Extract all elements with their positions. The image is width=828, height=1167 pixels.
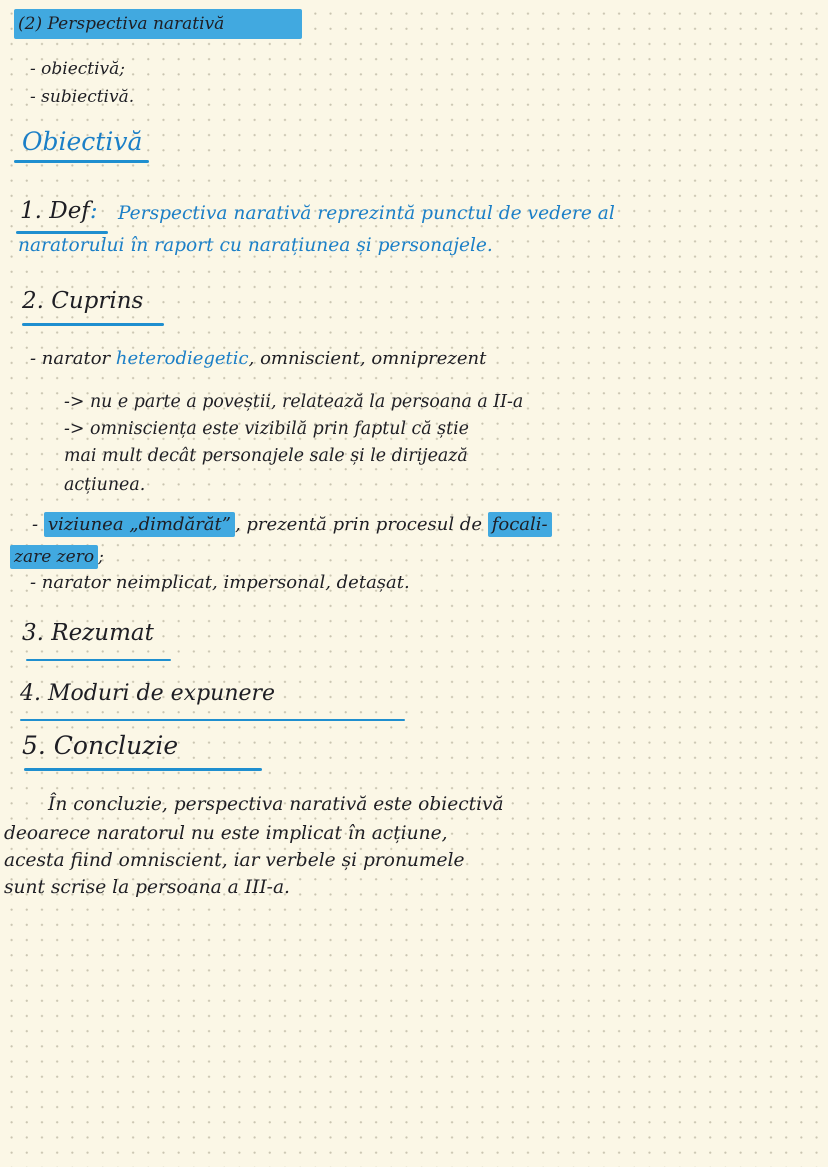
viziune-end: ; (98, 547, 104, 567)
def-text-line: naratorului în raport cu narațiunea și personajele. (18, 235, 493, 256)
title-number: (2) (18, 14, 43, 34)
viziune-mid: , prezentă prin procesul de (234, 514, 488, 535)
concluzie-text-line: În concluzie, perspectiva narativă este obiectivă (48, 794, 504, 815)
def-colon: : (89, 198, 98, 224)
arrow-note: -> nu e parte a poveștii, relatează la persoana a II-a (64, 392, 524, 412)
intro-list-item: - subiectivă. (30, 87, 135, 107)
viziune-line-cont (10, 547, 104, 567)
intro-list-item: - obiectivă; (30, 59, 126, 79)
concluzie-text-line: deoarece naratorul nu este implicat în acțiune, (4, 823, 448, 844)
def-text-line: Perspectiva narativă reprezintă punctul de vedere al (118, 203, 615, 224)
viziune-prefix: - (32, 514, 44, 535)
def-label: 1. Def (20, 198, 90, 224)
concluzie-underline (24, 768, 262, 771)
arrow-note-cont: mai mult decât personajele sale și le dirijează (64, 446, 468, 466)
viziune-line (32, 514, 552, 535)
def-heading (20, 198, 98, 224)
section-heading: Obiectivă (22, 127, 143, 156)
focalizare-highlight: focali- (488, 512, 552, 537)
rezumat-heading: 3. Rezumat (22, 620, 154, 646)
narator-line (30, 348, 486, 369)
page-title (14, 9, 302, 39)
arrow-note-cont: acțiunea. (64, 475, 146, 495)
narator-traits: , omniscient, omniprezent (248, 348, 487, 369)
moduri-heading: 4. Moduri de expunere (20, 681, 276, 706)
concluzie-heading: 5. Concluzie (22, 731, 179, 760)
moduri-underline (20, 719, 405, 721)
rezumat-underline (26, 659, 171, 661)
cuprins-heading: 2. Cuprins (22, 288, 144, 314)
concluzie-text-line: sunt scrise la persoana a III-a. (4, 877, 290, 898)
focalizare-zero-highlight: zare zero (10, 545, 98, 569)
narator-type: heterodiegetic (115, 348, 249, 369)
def-underline (16, 231, 108, 234)
cuprins-underline (22, 323, 164, 326)
concluzie-text-line: acesta fiind omniscient, iar verbele și pronumele (4, 850, 465, 871)
title-text: Perspectiva narativă (47, 14, 225, 34)
heading-underline (14, 160, 149, 163)
arrow-note: -> omnisciența este vizibilă prin faptul că știe (64, 419, 469, 439)
narator-prefix: - narator (30, 348, 111, 369)
viziune-highlight: viziunea „dimdărăt” (44, 512, 235, 537)
narator-detail-line: - narator neimplicat, impersonal, detașat. (30, 572, 410, 593)
